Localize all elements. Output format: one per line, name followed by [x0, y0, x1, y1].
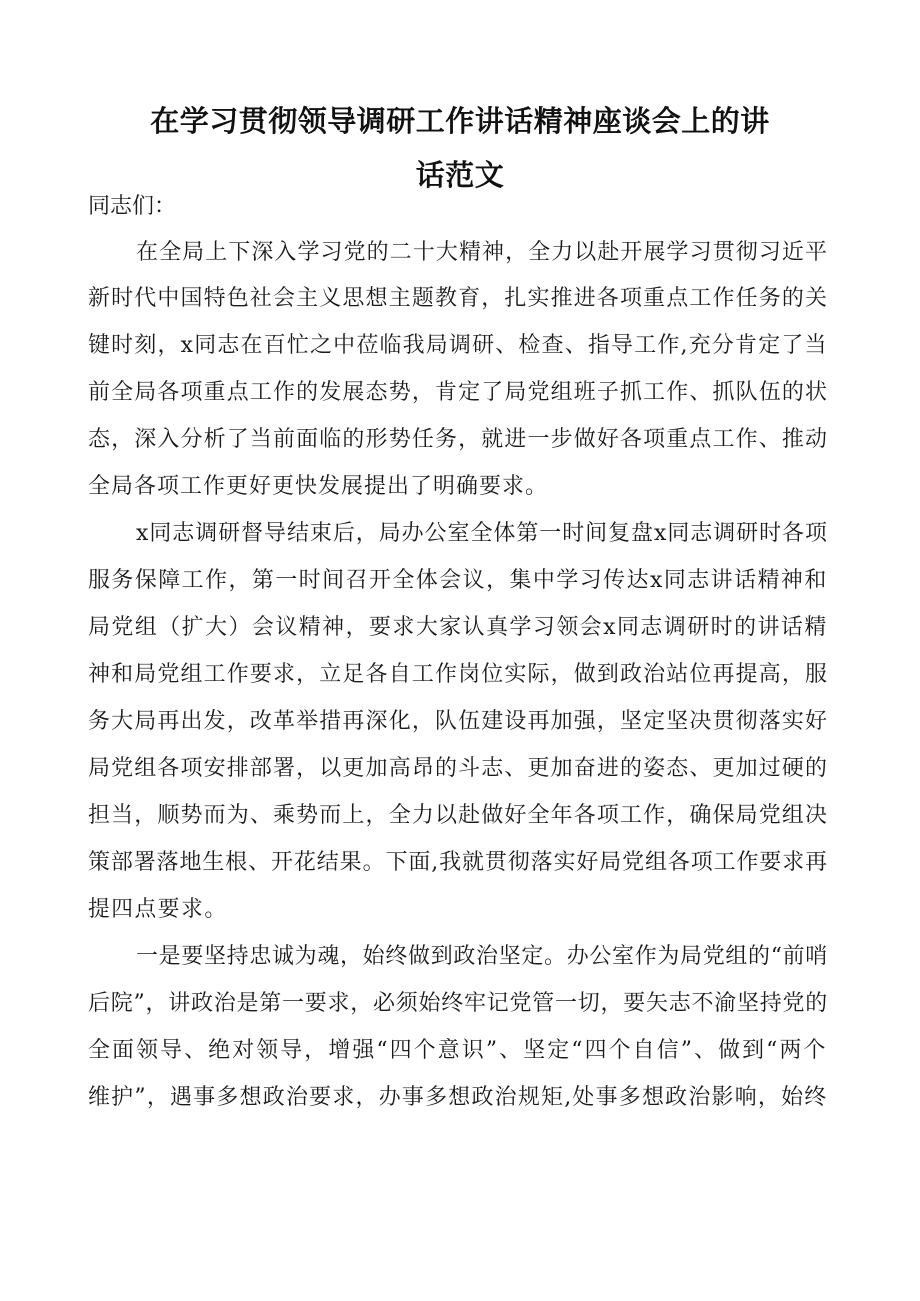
body-line: 局党组各项安排部署，以更加高昂的斗志、更加奋进的姿态、更加过硬的: [88, 756, 829, 781]
body-line: 后院”，讲政治是第一要求，必须始终牢记党管一切，要矢志不渝坚持党的: [88, 991, 829, 1016]
body-line: 担当，顺势而为、乘势而上，全力以赴做好全年各项工作，确保局党组决: [88, 803, 829, 828]
body-line: 态，深入分析了当前面临的形势任务，就进一步做好各项重点工作、推动: [88, 427, 829, 452]
body-line: 务大局再出发，改革举措再深化，队伍建设再加强，坚定坚决贯彻落实好: [88, 709, 829, 734]
body-line: 键时刻，x同志在百忙之中莅临我局调研、检查、指导工作,充分肯定了当: [88, 333, 828, 358]
salutation: 同志们：: [88, 194, 177, 219]
body-line: 全局各项工作更好更快发展提出了明确要求。: [88, 474, 549, 499]
body-line: 策部署落地生根、开花结果。下面,我就贯彻落实好局党组各项工作要求再: [88, 850, 829, 875]
body-line: 在全局上下深入学习党的二十大精神，全力以赴开展学习贯彻习近平: [136, 240, 829, 265]
document-title-line-1: 在学习贯彻领导调研工作讲话精神座谈会上的讲: [150, 104, 770, 138]
body-line: 神和局党组工作要求，立足各自工作岗位实际，做到政治站位再提高，服: [88, 662, 829, 687]
body-line: 局党组（扩大）会议精神，要求大家认真学习领会x同志调研时的讲话精: [88, 615, 828, 640]
body-line: 前全局各项重点工作的发展态势，肯定了局党组班子抓工作、抓队伍的状: [88, 380, 829, 405]
body-line: 维护”，遇事多想政治要求，办事多想政治规矩,处事多想政治影响，始终: [88, 1085, 828, 1110]
body-line: 新时代中国特色社会主义思想主题教育，扎实推进各项重点工作任务的关: [88, 286, 829, 311]
body-line: 全面领导、绝对领导，增强“四个意识”、坚定“四个自信”、做到“两个: [88, 1038, 828, 1063]
document-title-line-2: 话范文: [415, 158, 505, 192]
body-line: 服务保障工作，第一时间召开全体会议，集中学习传达x同志讲话精神和: [88, 568, 828, 593]
body-line: x同志调研督导结束后，局办公室全体第一时间复盘x同志调研时各项: [136, 521, 828, 546]
body-line: 一是要坚持忠诚为魂，始终做到政治坚定。办公室作为局党组的“前哨: [136, 944, 828, 969]
body-line: 提四点要求。: [88, 897, 228, 922]
